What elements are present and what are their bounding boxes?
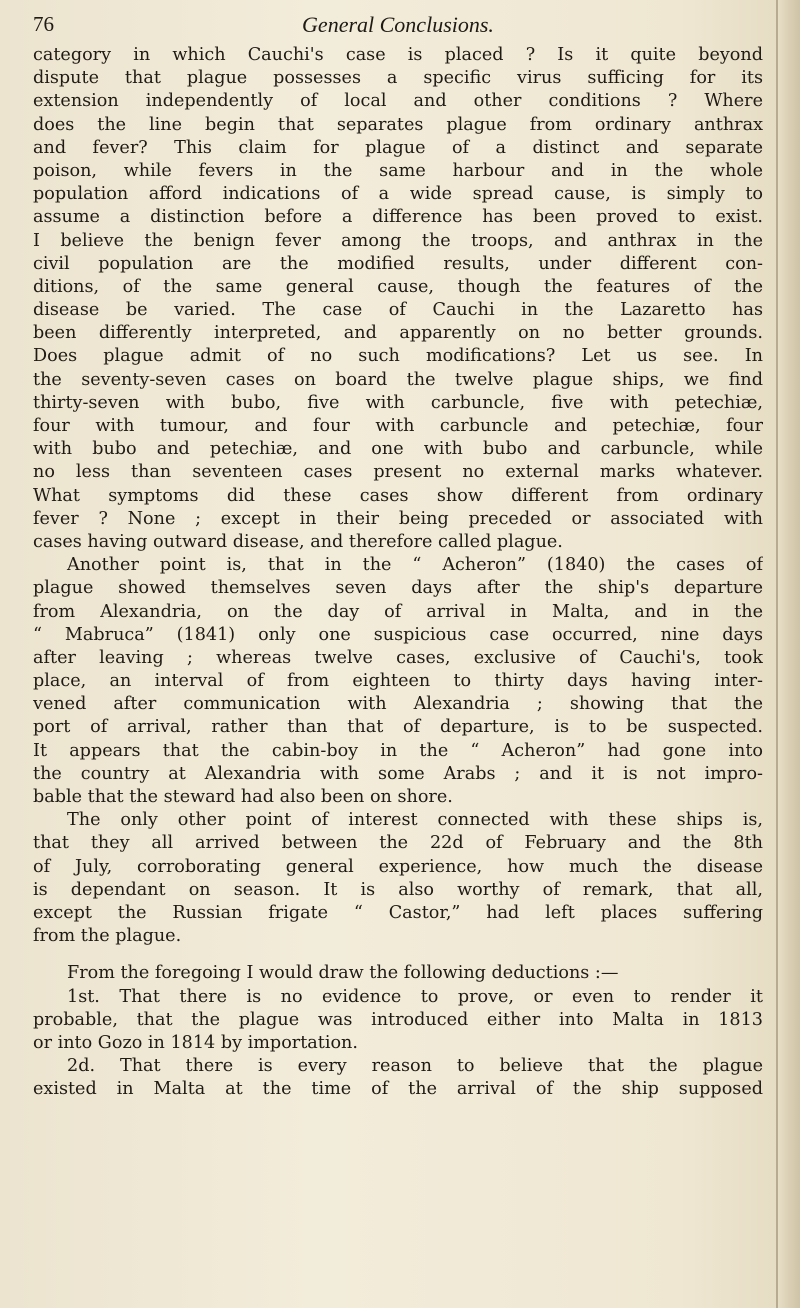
text-line: existed in Malta at the time of the arrival of the ship supposed (33, 1079, 763, 1100)
text-line: poison, while fevers in the same harbour and in the whole (33, 160, 763, 181)
text-line: of July, corroborating general experience, how much the disease (33, 856, 763, 877)
text-line: no less than seventeen cases present no external marks whatever. (33, 462, 763, 483)
page-edge-shadow (776, 0, 800, 1308)
text-line: It appears that the cabin-boy in the “ Acheron” had gone into (33, 740, 763, 761)
text-line: thirty-seven with bubo, five with carbuncle, five with petechiæ, (33, 392, 763, 413)
text-line: from the plague. (33, 926, 182, 947)
text-line: that they all arrived between the 22d of February and the 8th (33, 833, 763, 854)
text-line: the country at Alexandria with some Arabs ; and it is not impro- (33, 763, 763, 784)
text-line: port of arrival, rather than that of departure, is to be suspected. (33, 717, 763, 738)
text-line: ditions, of the same general cause, though the features of the (33, 276, 763, 297)
body-text (33, 44, 763, 1101)
paragraph (33, 44, 763, 554)
text-line: population afford indications of a wide spread cause, is simply to (33, 184, 763, 205)
running-title: General Conclusions. (302, 12, 494, 37)
paragraph (33, 554, 763, 809)
text-line: with bubo and petechiæ, and one with bubo and carbuncle, while (33, 439, 763, 460)
text-line: from Alexandria, on the day of arrival in Malta, and in the (33, 601, 763, 622)
paragraph (33, 809, 763, 948)
text-line: does the line begin that separates plague from ordinary anthrax (33, 114, 763, 135)
section-gap (33, 948, 763, 962)
deductions-section (33, 962, 763, 1101)
text-line: I believe the benign fever among the troops, and anthrax in the (33, 230, 763, 251)
text-line: disease be varied. The case of Cauchi in the Lazaretto has (33, 300, 763, 321)
deduction-item (33, 1055, 763, 1101)
text-line: bable that the steward had also been on shore. (33, 787, 453, 807)
text-line: assume a distinction before a difference has been proved to exist. (33, 207, 763, 228)
text-line: probable, that the plague was introduced either into Malta in 1813 (33, 1009, 763, 1030)
text-line: place, an interval of from eighteen to thirty days having inter- (33, 671, 763, 692)
text-line: is dependant on season. It is also worthy of remark, that all, (33, 879, 763, 900)
text-line: 2d. That there is every reason to believe that the plague (67, 1056, 763, 1077)
deduction-item (33, 986, 763, 1056)
text-line: civil population are the modified results, under different con- (33, 253, 763, 274)
text-line: What symptoms did these cases show different from ordinary (33, 485, 763, 506)
text-line: four with tumour, and four with carbuncle and petechiæ, four (33, 416, 763, 436)
text-line: Does plague admit of no such modifications? Let us see. In (33, 346, 763, 367)
text-line: except the Russian frigate “ Castor,” had left places suffering (33, 902, 763, 923)
text-line: category in which Cauchi's case is placed ? Is it quite beyond (33, 45, 763, 65)
text-line: been differently interpreted, and apparently on no better grounds. (33, 323, 763, 344)
deductions-intro: From the foregoing I would draw the following deductions :— (67, 963, 619, 984)
text-line: after leaving ; whereas twelve cases, exclusive of Cauchi's, took (33, 647, 763, 668)
text-line: or into Gozo in 1814 by importation. (33, 1032, 358, 1053)
text-line: 1st. That there is no evidence to prove, or even to render it (67, 986, 763, 1007)
text-line: extension independently of local and other conditions ? Where (33, 91, 763, 112)
text-line: The only other point of interest connected with these ships is, (67, 810, 763, 831)
text-line: and fever? This claim for plague of a distinct and separate (33, 137, 763, 158)
text-line: plague showed themselves seven days after the ship's departure (33, 578, 763, 599)
page-number: 76 (33, 12, 54, 36)
text-line: vened after communication with Alexandria ; showing that the (33, 694, 763, 715)
text-line: “ Mabruca” (1841) only one suspicious case occurred, nine days (33, 624, 763, 645)
text-line: fever ? None ; except in their being preceded or associated with (33, 508, 763, 529)
text-line: cases having outward disease, and therefore called plague. (33, 531, 563, 552)
text-line: the seventy-seven cases on board the twelve plague ships, we find (33, 369, 763, 390)
text-line: dispute that plague possesses a specific virus sufficing for its (33, 68, 763, 89)
text-line: Another point is, that in the “ Acheron” (1840) the cases of (67, 555, 763, 576)
